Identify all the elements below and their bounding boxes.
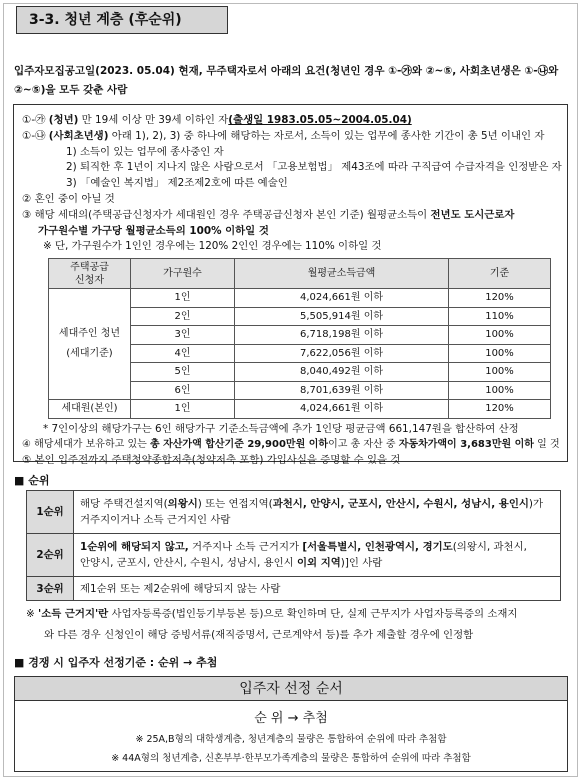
members-cell: 4인 <box>131 344 235 363</box>
req-assets-text-3: 일 것 <box>533 439 560 451</box>
section-title: 3-3. 청년 계층 (후순위) <box>16 6 228 34</box>
req-assets-text-2: 이고 총 자산 중 <box>328 439 399 451</box>
req-income-text: ③ 해당 세대의(주택공급신청자가 세대원인 경우 주택공급신청자 본인 기준) 월평균소득이 <box>22 208 431 221</box>
col-criteria-header: 기준 <box>449 259 551 289</box>
criteria-cell: 110% <box>449 307 551 326</box>
req-newcomer-text: 아래 1), 2), 3) 중 하나에 해당하는 자로서, 소득이 있는 업무에 종사한 기간이 총 5년 이내인 자 <box>108 129 545 142</box>
table-row <box>27 491 561 534</box>
income-cell: 8,040,492원 이하 <box>235 363 449 382</box>
income-cell: 4,024,661원 이하 <box>235 400 449 419</box>
selection-order: 순 위 → 추첨 <box>254 711 328 726</box>
criteria-cell: 100% <box>449 381 551 400</box>
selection-box-title: 입주자 선정 순서 <box>15 677 567 701</box>
rank-2-text: 1순위에 해당되지 않고, 거주지나 소득 근거지가 [서울특별시, 인천광역시, 경기도(의왕시, 과천시, 안양시, 군포시, 안산시, 수원시, 성남시, 용인시 이외 지역)]인 사람 <box>74 534 561 577</box>
selection-box <box>14 676 568 772</box>
req-assets-bold: 총 자산가액 합산기준 29,900만원 이하 <box>149 439 329 451</box>
criteria-cell: 120% <box>449 289 551 308</box>
intro-paragraph <box>14 62 574 100</box>
income-footnote: * 7인이상의 해당가구는 6인 해당가구 기준소득금액에 추가 1인당 평균금액 661,147원을 합산하여 산정 <box>43 422 519 435</box>
req-assets <box>22 437 561 453</box>
col-members-header: 가구원수 <box>131 259 235 289</box>
req-newcomer-mark: ①-㉯ <box>22 129 46 142</box>
table-row <box>27 577 561 601</box>
members-cell: 1인 <box>131 289 235 308</box>
selection-note-2: ※ 44A형의 청년계층, 신혼부부·한부모가족계층의 물량은 통합하여 순위에 따라 추첨함 <box>111 753 471 764</box>
table-row <box>49 400 551 419</box>
criteria-cell: 100% <box>449 326 551 345</box>
req-car-bold: 자동차가액이 3,683만원 이하 <box>398 439 534 451</box>
req-youth-label: (청년) <box>48 114 79 126</box>
rank-label: 2순위 <box>27 534 74 577</box>
criteria-cell: 120% <box>449 400 551 419</box>
req-income-cont <box>22 224 561 240</box>
group-householder: 세대주인 청년 (세대기준) <box>49 289 131 400</box>
criteria-cell: 100% <box>449 363 551 382</box>
members-cell: 3인 <box>131 326 235 345</box>
members-cell: 5인 <box>131 363 235 382</box>
income-cell: 8,701,639원 이하 <box>235 381 449 400</box>
rank-label: 1순위 <box>27 491 74 534</box>
selection-notes <box>15 730 567 768</box>
table-row <box>27 534 561 577</box>
req-newcomer-label: (사회초년생) <box>48 129 109 142</box>
requirements-box <box>13 104 568 467</box>
req-savings: ⑤ 본인 입주전까지 주택청약종합저축(청약저축 포함) 가입사실을 증명할 수 있을 것 <box>22 454 401 467</box>
req-newcomer-3: 3) 「예술인 복지법」 제2조제2호에 따른 예술인 <box>66 177 288 190</box>
req-assets-text: ④ 해당세대가 보유하고 있는 <box>22 439 150 451</box>
members-cell: 6인 <box>131 381 235 400</box>
income-cell: 5,505,914원 이하 <box>235 307 449 326</box>
intro-line-1: 입주자모집공고일(2023. 05.04) 현재, 무주택자로서 아래의 요건(청년인 경우 ①-㉮와 ②~⑤, 사회초년생은 ①-㉯와 <box>14 65 559 77</box>
req-income-bold-2: 가구원수별 가구당 월평균소득의 100% 이하일 것 <box>38 224 269 237</box>
rank-heading: ■ 순위 <box>14 474 50 487</box>
rank-table <box>26 490 561 601</box>
req-unmarried: ② 혼인 중이 아닐 것 <box>22 192 115 205</box>
req-youth-mark: ①-㉮ <box>22 114 46 126</box>
req-youth <box>22 113 561 129</box>
criteria-cell: 100% <box>449 344 551 363</box>
group-member: 세대원(본인) <box>49 400 131 419</box>
req-income-note: ※ 단, 가구원수가 1인인 경우에는 120% 2인인 경우에는 110% 이하일 것 <box>43 240 382 253</box>
col-supply-header: 주택공급 신청자 <box>49 259 131 289</box>
income-cell: 6,718,198원 이하 <box>235 326 449 345</box>
income-cell: 4,024,661원 이하 <box>235 289 449 308</box>
table-row <box>49 289 551 308</box>
rank-1-text: 해당 주택건설지역(의왕시) 또는 연접지역(과천시, 안양시, 군포시, 안산시, 수원시, 성남시, 용인시)가 거주지이거나 소득 근거지인 사람 <box>74 491 561 534</box>
req-income <box>22 208 561 224</box>
req-youth-text: 만 19세 이상 만 39세 이하인 자 <box>78 114 229 126</box>
rank-label: 3순위 <box>27 577 74 601</box>
req-newcomer-2: 2) 퇴직한 후 1년이 지나지 않은 사람으로서 「고용보험법」 제43조에 따라 구직급여 수급자격을 인정받은 자 <box>66 161 562 174</box>
income-basis-note: ※ '소득 근거지'란 사업자등록증(법인등기부등본 등)으로 확인하며 단, 실제 근무지가 사업자등록증의 소재지 와 다른 경우 신청인이 해당 증빙서류(재직증명서, 근로계약서 등)를 추가 제출할 경우에 인정함 <box>26 608 518 641</box>
selection-note-1: ※ 25A,B형의 대학생계층, 청년계층의 물량은 통합하여 순위에 따라 추첨함 <box>135 734 447 745</box>
col-income-header: 월평균소득금액 <box>235 259 449 289</box>
members-cell: 2인 <box>131 307 235 326</box>
intro-line-2: ②~⑤)을 모두 갖춘 사람 <box>14 84 128 96</box>
req-newcomer-1: 1) 소득이 있는 업무에 종사중인 자 <box>66 145 224 158</box>
req-youth-birth: (출생일 1983.05.05~2004.05.04) <box>228 114 412 126</box>
req-newcomer <box>22 129 561 145</box>
req-income-bold: 전년도 도시근로자 <box>430 208 515 221</box>
rank-3-text: 제1순위 또는 제2순위에 해당되지 않는 사람 <box>74 577 561 601</box>
members-cell: 1인 <box>131 400 235 419</box>
income-table <box>48 258 551 419</box>
selection-heading: ■ 경쟁 시 입주자 선정기준 : 순위 → 추첨 <box>14 656 218 669</box>
income-cell: 7,622,056원 이하 <box>235 344 449 363</box>
